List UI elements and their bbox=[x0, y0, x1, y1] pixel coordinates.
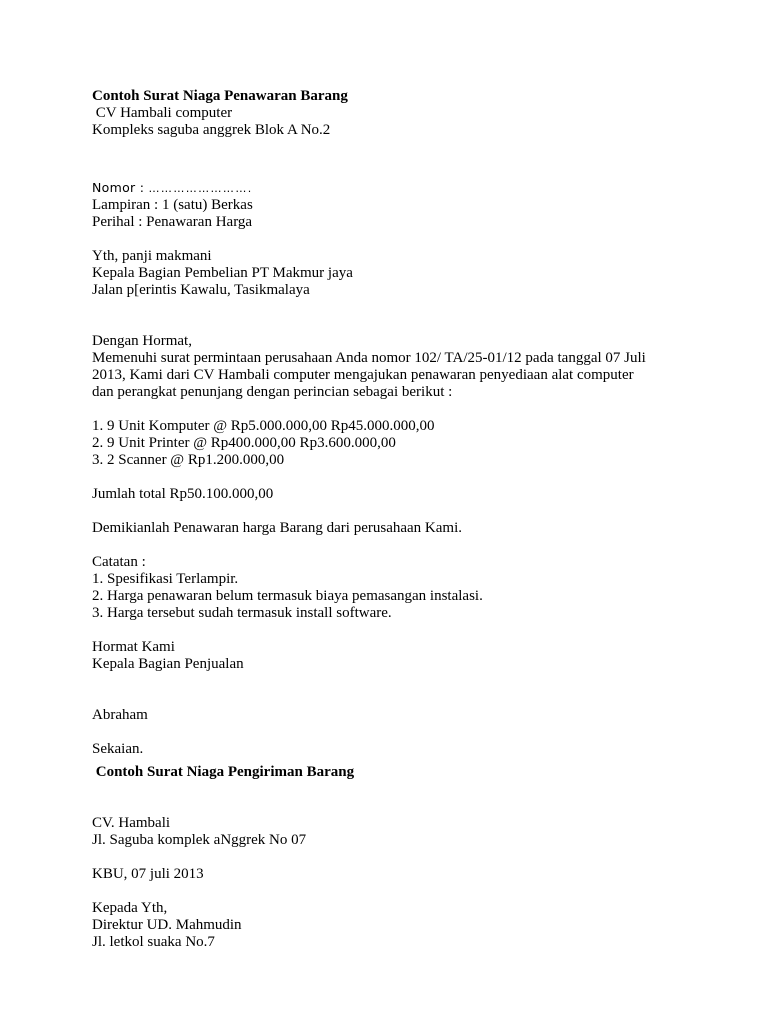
letter2-recipient-address: Jl. letkol suaka No.7 bbox=[92, 934, 215, 950]
letter1-notes-label: Catatan : bbox=[92, 554, 146, 570]
letter2-sender-address: Jl. Saguba komplek aNggrek No 07 bbox=[92, 832, 307, 848]
letter1-body-line: dan perangkat penunjang dengan perincian sebagai berikut : bbox=[92, 384, 453, 400]
letter1-salutation: Dengan Hormat, bbox=[92, 333, 192, 349]
letter2-recipient-title: Direktur UD. Mahmudin bbox=[92, 917, 242, 933]
letter1-item: 2. 9 Unit Printer @ Rp400.000,00 Rp3.600.000,00 bbox=[92, 435, 396, 451]
letter1-note: 2. Harga penawaran belum termasuk biaya pemasangan instalasi. bbox=[92, 588, 483, 604]
letter1-position: Kepala Bagian Penjualan bbox=[92, 656, 244, 672]
document-page bbox=[92, 88, 712, 951]
letter1-body-line: 2013, Kami dari CV Hambali computer mengajukan penawaran penyediaan alat computer bbox=[92, 367, 634, 383]
letter1-sender-address: Kompleks saguba anggrek Blok A No.2 bbox=[92, 122, 331, 138]
letter1-recipient-title: Kepala Bagian Pembelian PT Makmur jaya bbox=[92, 265, 353, 281]
letter1-item: 1. 9 Unit Komputer @ Rp5.000.000,00 Rp45.000.000,00 bbox=[92, 418, 435, 434]
letter1-closing-statement: Demikianlah Penawaran harga Barang dari perusahaan Kami. bbox=[92, 520, 462, 536]
letter1-signatory: Abraham bbox=[92, 707, 148, 723]
letter1-end: Sekaian. bbox=[92, 741, 144, 757]
letter2-sender-name: CV. Hambali bbox=[92, 815, 171, 831]
letter1-regards: Hormat Kami bbox=[92, 639, 175, 655]
letter1-item: 3. 2 Scanner @ Rp1.200.000,00 bbox=[92, 452, 285, 468]
letter2-title: Contoh Surat Niaga Pengiriman Barang bbox=[92, 764, 355, 780]
letter1-nomor bbox=[92, 179, 712, 197]
nomor-label: Nomor : bbox=[92, 180, 149, 195]
letter2-recipient-greeting: Kepada Yth, bbox=[92, 900, 168, 916]
nomor-dots: ……………………. bbox=[148, 182, 253, 195]
letter2-date: KBU, 07 juli 2013 bbox=[92, 866, 204, 882]
letter1-note: 1. Spesifikasi Terlampir. bbox=[92, 571, 239, 587]
letter1-body-line: Memenuhi surat permintaan perusahaan Anda nomor 102/ TA/25-01/12 pada tanggal 07 Juli bbox=[92, 350, 646, 366]
letter1-perihal: Perihal : Penawaran Harga bbox=[92, 214, 253, 230]
letter1-note: 3. Harga tersebut sudah termasuk install software. bbox=[92, 605, 392, 621]
letter1-title: Contoh Surat Niaga Penawaran Barang bbox=[92, 88, 348, 104]
letter1-lampiran: Lampiran : 1 (satu) Berkas bbox=[92, 197, 253, 213]
letter1-recipient-address: Jalan p[erintis Kawalu, Tasikmalaya bbox=[92, 282, 310, 298]
letter1-total: Jumlah total Rp50.100.000,00 bbox=[92, 486, 274, 502]
letter1-recipient-name: Yth, panji makmani bbox=[92, 248, 212, 264]
letter1-sender-name: CV Hambali computer bbox=[92, 105, 233, 121]
